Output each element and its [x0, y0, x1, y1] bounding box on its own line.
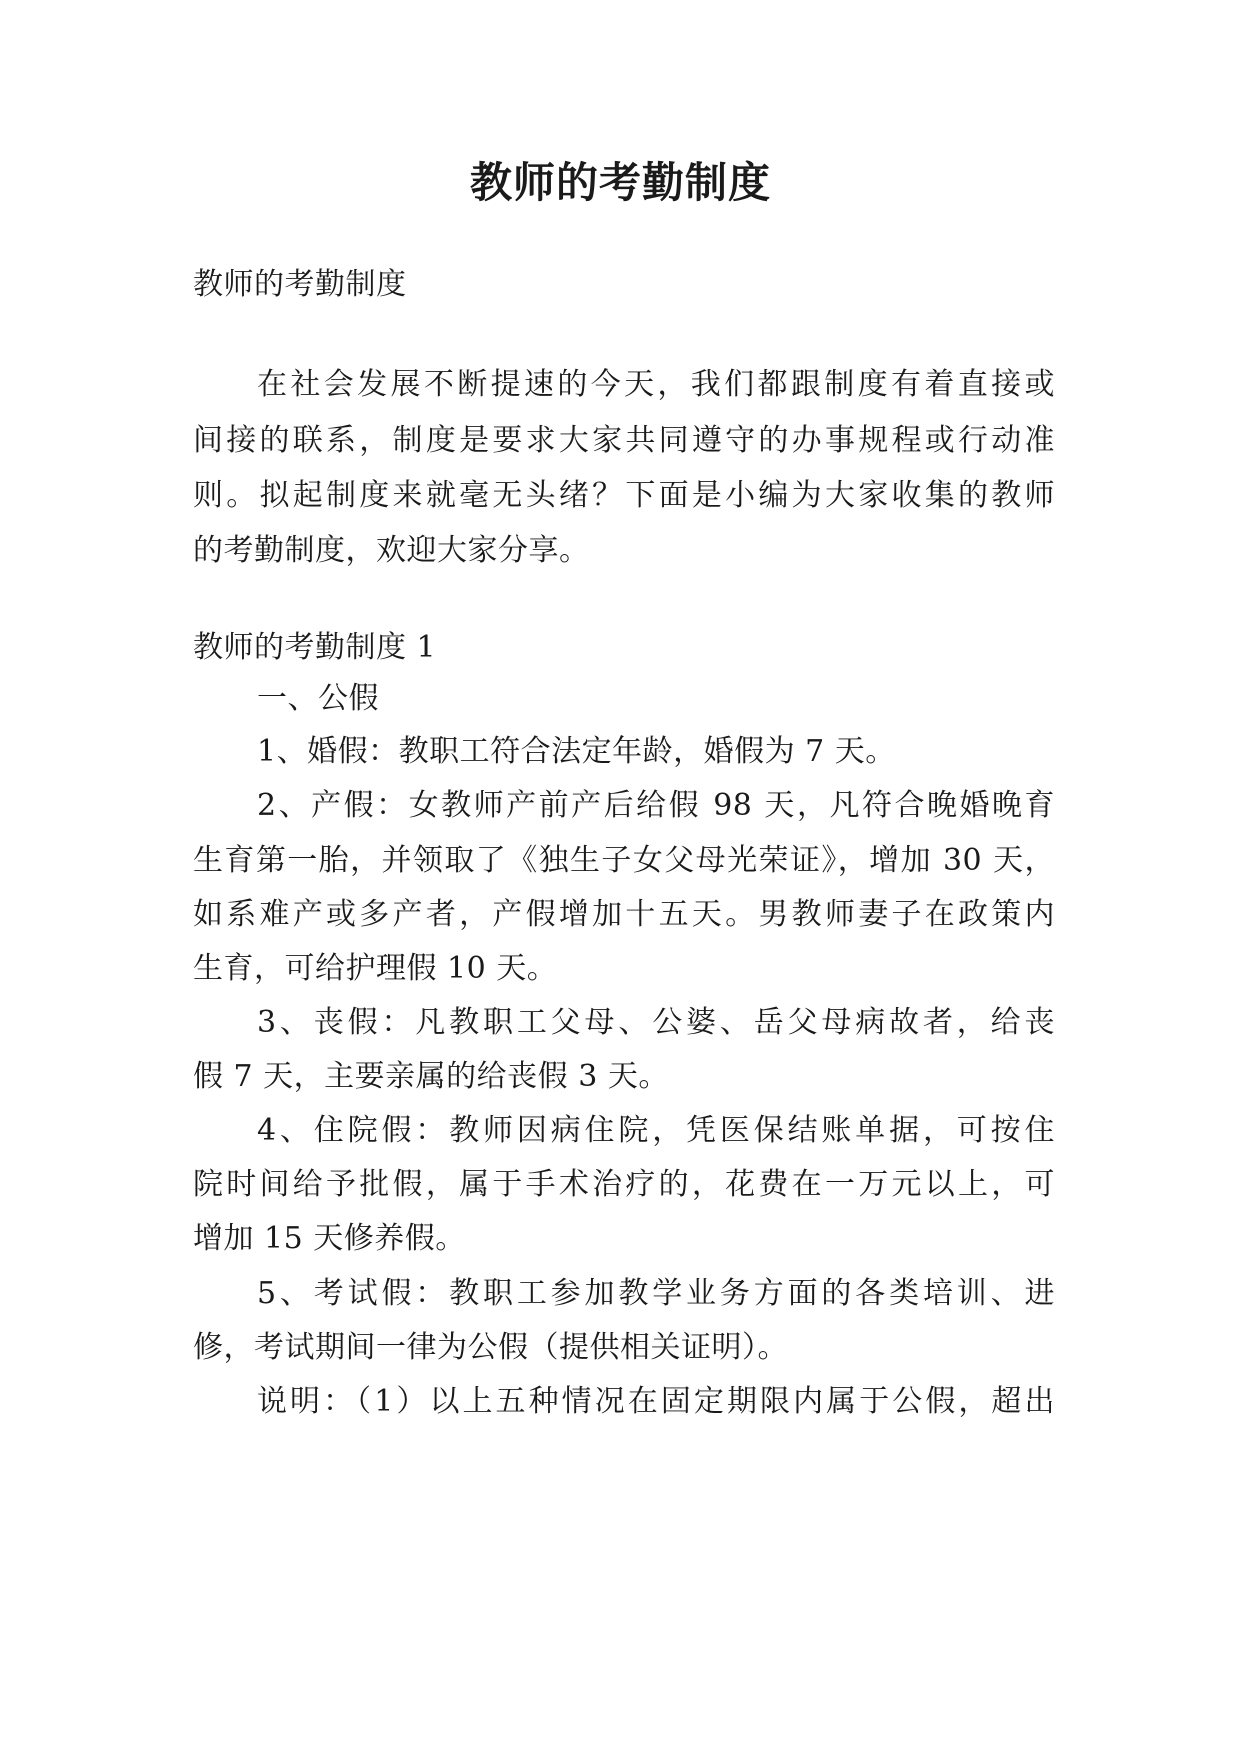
item-exam-leave: 5、考试假：教职工参加教学业务方面的各类培训、进 [257, 1276, 1055, 1311]
intro-line: 则。拟起制度来就毫无头绪？下面是小编为大家收集的教师 [193, 478, 1055, 513]
item-hospital-leave: 4、住院假：教师因病住院，凭医保结账单据，可按住 [257, 1113, 1055, 1148]
item-maternity-leave: 2、产假：女教师产前产后给假 98 天，凡符合晚婚晚育 [257, 788, 1055, 823]
item-maternity-leave: 生育，可给护理假 10 天。 [193, 951, 558, 986]
intro-line: 在社会发展不断提速的今天，我们都跟制度有着直接或 [257, 367, 1055, 402]
intro-line: 的考勤制度，欢迎大家分享。 [193, 533, 590, 568]
item-maternity-leave: 生育第一胎，并领取了《独生子女父母光荣证》，增加 30 天， [193, 843, 1055, 878]
item-bereavement-leave: 3、丧假：凡教职工父母、公婆、岳父母病故者，给丧 [257, 1005, 1055, 1040]
item-marriage-leave: 1、婚假：教职工符合法定年龄，婚假为 7 天。 [257, 734, 896, 769]
item-exam-leave: 修，考试期间一律为公假（提供相关证明）。 [193, 1330, 788, 1365]
item-maternity-leave: 如系难产或多产者，产假增加十五天。男教师妻子在政策内 [193, 897, 1055, 932]
document-title: 教师的考勤制度 [469, 158, 771, 207]
item-hospital-leave: 增加 15 天修养假。 [193, 1221, 466, 1256]
intro-line: 间接的联系，制度是要求大家共同遵守的办事规程或行动准 [193, 423, 1055, 458]
note-line: 说明：（1）以上五种情况在固定期限内属于公假，超出 [257, 1384, 1055, 1419]
part-heading: 一、公假 [257, 681, 379, 716]
item-hospital-leave: 院时间给予批假，属于手术治疗的，花费在一万元以上，可 [193, 1167, 1055, 1202]
item-bereavement-leave: 假 7 天，主要亲属的给丧假 3 天。 [193, 1059, 669, 1094]
section-heading: 教师的考勤制度 1 [193, 630, 437, 665]
document-subtitle: 教师的考勤制度 [193, 267, 407, 302]
